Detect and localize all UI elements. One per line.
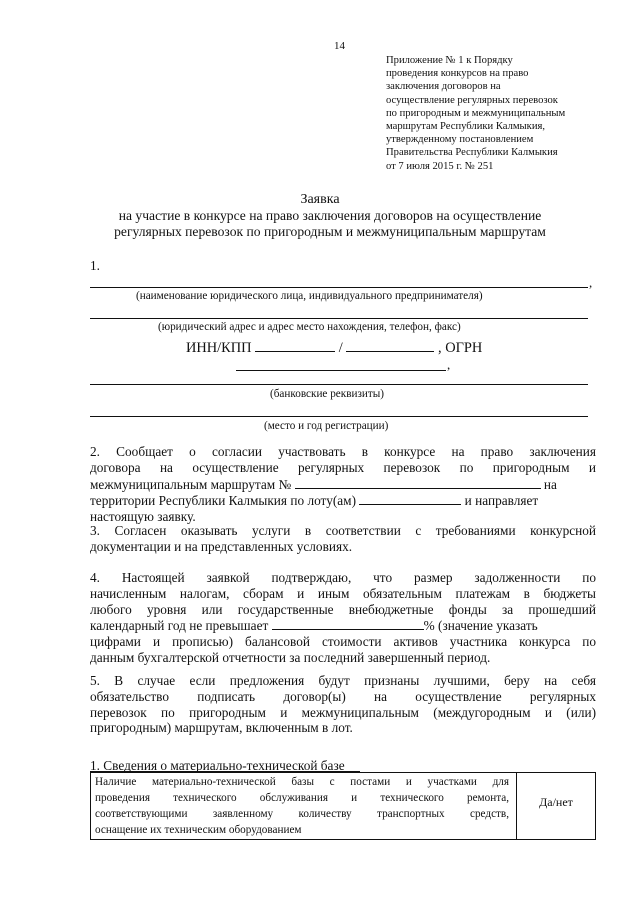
entity-name-caption: (наименование юридического лица, индивидуального предпринимателя) bbox=[136, 290, 483, 302]
inn-field[interactable] bbox=[255, 339, 335, 352]
paragraph-line: настоящую заявку. bbox=[90, 509, 196, 525]
paragraph-text: и направляет bbox=[464, 493, 539, 509]
table-cell-line: оснащение их техническим оборудованием bbox=[95, 824, 302, 836]
route-number-field[interactable] bbox=[295, 476, 541, 489]
paragraph-line: документации и на представленных условиях. bbox=[90, 538, 353, 554]
paragraph-line: обязательство подписать договор(ы) на осуществление регулярных bbox=[90, 688, 596, 704]
item-1-number: 1. bbox=[90, 258, 100, 273]
table-description-cell bbox=[95, 774, 509, 838]
appendix-line: от 7 июля 2015 г. № 251 bbox=[386, 160, 494, 172]
address-caption: (юридический адрес и адрес место нахождения, телефон, факс) bbox=[158, 321, 461, 333]
subtitle-line: регулярных перевозок по пригородным и межмуниципальным маршрутам bbox=[114, 224, 546, 239]
appendix-header bbox=[386, 54, 616, 173]
paragraph-text: на bbox=[543, 476, 557, 492]
paragraph-line: 5. В случае если предложения будут признаны лучшими, беру на себя bbox=[90, 673, 596, 688]
registration-caption: (место и год регистрации) bbox=[264, 420, 389, 432]
material-base-table bbox=[90, 772, 596, 840]
address-line[interactable] bbox=[90, 318, 588, 319]
registration-line[interactable] bbox=[90, 416, 588, 417]
ogrn-comma: , bbox=[447, 357, 451, 372]
paragraph-4 bbox=[90, 570, 596, 666]
paragraph-text: % (значение указать bbox=[423, 618, 538, 634]
paragraph-line: договора на осуществление регулярных перевозок по пригородным и bbox=[90, 459, 596, 475]
appendix-line: проведения конкурсов на право bbox=[386, 68, 529, 80]
table-cell-line: соответствующими заявленному количеству транспортных средств, bbox=[95, 808, 509, 820]
debt-label: календарный год не превышает bbox=[90, 618, 269, 634]
bank-caption: (банковские реквизиты) bbox=[270, 388, 384, 400]
page-number: 14 bbox=[334, 40, 345, 52]
paragraph-line bbox=[90, 476, 596, 493]
appendix-line: Приложение № 1 к Порядку bbox=[386, 55, 513, 66]
entity-name-comma: , bbox=[589, 275, 593, 290]
paragraph-line bbox=[90, 617, 596, 634]
appendix-line: маршрутам Республики Калмыкия, bbox=[386, 121, 546, 133]
appendix-line: утвержденному постановлением bbox=[386, 134, 534, 146]
bank-line[interactable] bbox=[90, 384, 588, 385]
paragraph-3 bbox=[90, 523, 596, 555]
paragraph-line: 3. Согласен оказывать услуги в соответствии с требованиями конкурсной bbox=[90, 523, 596, 538]
paragraph-line: любого уровня или государственные внебюджетные фонды за прошедший bbox=[90, 601, 596, 617]
inn-ogrn-row bbox=[186, 339, 482, 357]
paragraph-line bbox=[90, 492, 596, 509]
document-subtitle bbox=[60, 208, 600, 240]
paragraph-line: 4. Настоящей заявкой подтверждаю, что размер задолженности по bbox=[90, 570, 596, 585]
ogrn-label: , ОГРН bbox=[438, 340, 483, 356]
paragraph-line: пригородным) маршрутам, включенным в лот. bbox=[90, 720, 353, 736]
appendix-line: осуществление регулярных перевозок bbox=[386, 94, 558, 106]
paragraph-line: данным бухгалтерской отчетности за последний завершенный период. bbox=[90, 649, 491, 665]
appendix-line: Правительства Республики Калмыкия bbox=[386, 147, 558, 159]
paragraph-line: 2. Сообщает о согласии участвовать в конкурсе на право заключения bbox=[90, 444, 596, 459]
appendix-line: по пригородным и межмуниципальным bbox=[386, 107, 566, 119]
lot-field[interactable] bbox=[359, 492, 461, 505]
table-value-cell[interactable]: Да/нет bbox=[539, 795, 573, 809]
document-title: Заявка bbox=[300, 192, 340, 207]
inn-label: ИНН/КПП bbox=[186, 340, 252, 356]
appendix-line: заключения договоров на bbox=[386, 81, 501, 93]
paragraph-5 bbox=[90, 673, 596, 736]
table-cell-line: Наличие материально-технической базы с постами и участками для bbox=[95, 776, 509, 788]
paragraph-2 bbox=[90, 444, 596, 525]
subtitle-line: на участие в конкурсе на право заключения договоров на осуществление bbox=[118, 208, 542, 223]
paragraph-line: начисленным налогам, сборам и иным обязательным платежам в бюджеты bbox=[90, 585, 596, 601]
debt-percent-field[interactable] bbox=[272, 617, 424, 630]
paragraph-line: перевозок по пригородным и межмуниципальным (междугородным и (или) bbox=[90, 704, 596, 720]
section-title: 1. Сведения о материально-технической базе bbox=[90, 758, 345, 773]
kpp-field[interactable] bbox=[346, 339, 434, 352]
paragraph-line: цифрами и прописью) балансовой стоимости активов участника конкурса по bbox=[90, 634, 596, 650]
table-cell-line: проведения технического обслуживания и технического ремонта, bbox=[95, 792, 509, 804]
ogrn-line[interactable] bbox=[236, 370, 446, 371]
inn-slash: / bbox=[338, 340, 343, 356]
entity-name-line[interactable] bbox=[90, 287, 588, 288]
route-number-label: межмуниципальным маршрутам № bbox=[90, 476, 292, 492]
lot-label: территории Республики Калмыкия по лоту(ам) bbox=[90, 493, 357, 509]
